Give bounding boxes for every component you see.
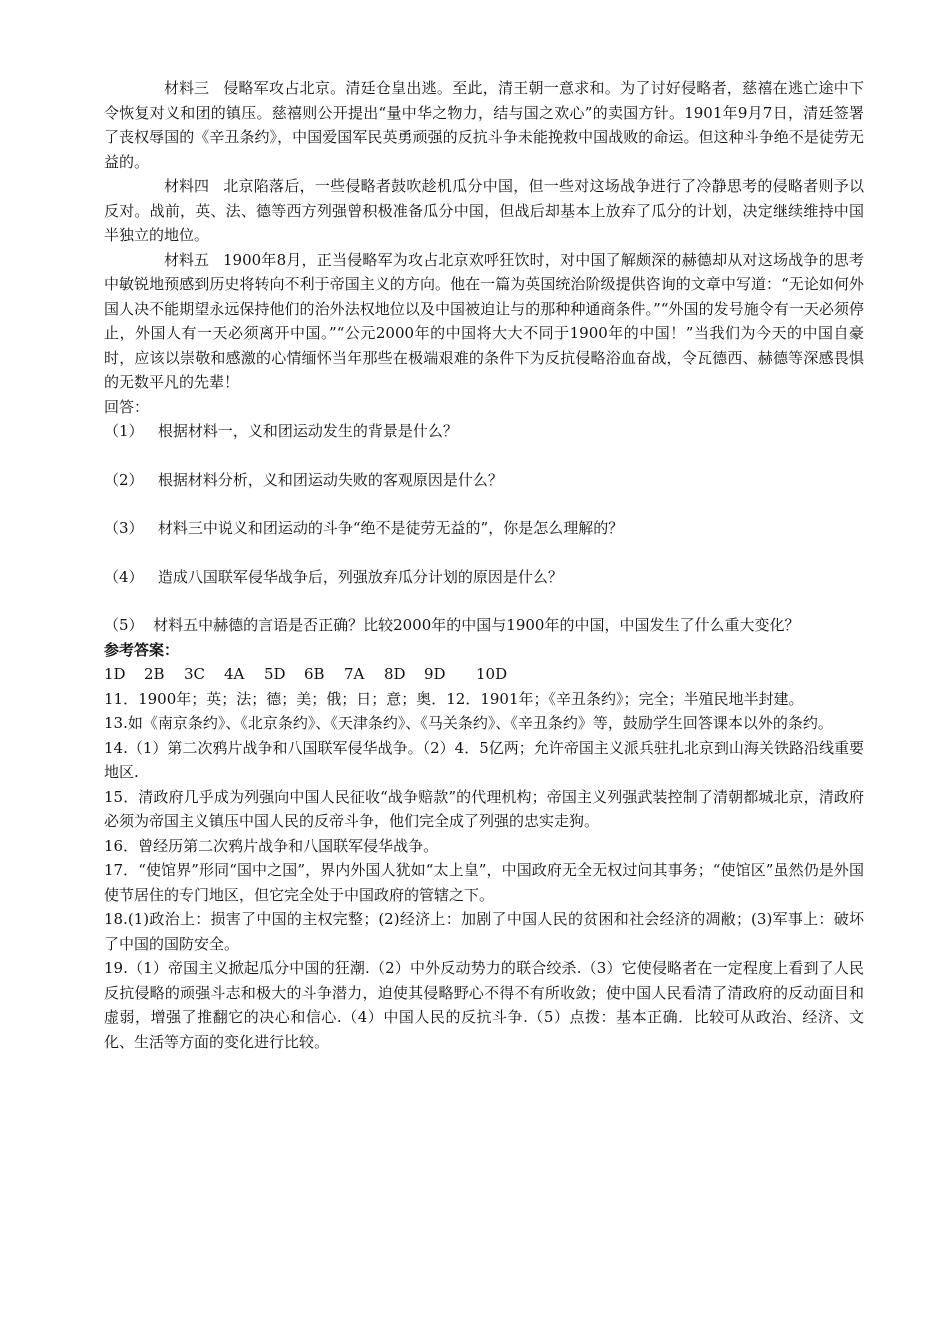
question-number: （1） bbox=[104, 422, 144, 440]
choice-answers bbox=[104, 662, 864, 687]
material-text: 1900年8月，正当侵略军为攻占北京欢呼狂饮时，对中国了解颇深的赫德却从对这场战争的思考中敏锐地预感到历史将转向不利于帝国主义的方向。他在一篇为英国统治阶级提供咨询的文章中写道：“无论如何外国人决不能期望永远保持他们的治外法权地位以及中国被迫让与的那种种通商条件。”“外国的发号施令有一天必须停止，外国人有一天必须离开中国。”“公元2000年的中国将大大不同于1900年的中国！”当我们为今天的中国自豪时，应该以崇敬和感激的心情缅怀当年那些在极端艰难的条件下为反抗侵略浴血奋战，令瓦德西、赫德等深感畏惧的无数平凡的先辈！ bbox=[104, 250, 864, 391]
answer-item: 14.（1）第二次鸦片战争和八国联军侵华战争。（2）4．5亿两；允许帝国主义派兵驻扎北京到山海关铁路沿线重要地区. bbox=[104, 738, 864, 781]
material-label: 材料五 bbox=[164, 250, 210, 269]
material-4 bbox=[104, 174, 864, 248]
choice-answer: 3C bbox=[184, 665, 206, 683]
question-number: （5） bbox=[104, 616, 144, 634]
answer-item: 19.（1）帝国主义掀起瓜分中国的狂潮.（2）中外反动势力的联合绞杀.（3）它使侵略者在一定程度上看到了人民反抗侵略的顽强斗志和极大的斗争潜力，迫使其侵略野心不得不有所收敛；使中国人民看清了清政府的反动面目和虚弱，增强了推翻它的决心和信心.（4）中国人民的反抗斗争.（5）点拨：基本正确．比较可从政治、经济、文化、生活等方面的变化进行比较。 bbox=[104, 959, 864, 1051]
answer-item: 17．“使馆界”形同“国中之国”，界内外国人犹如“太上皇”，中国政府无全无权过问其事务；“使馆区”虽然仍是外国使节居住的专门地区，但它完全处于中国政府的管辖之下。 bbox=[104, 861, 864, 904]
answer-item: 13.如《南京条约》、《北京条约》、《天津条约》、《马关条约》、《辛丑条约》等，鼓励学生回答课本以外的条约。 bbox=[104, 714, 833, 732]
material-text: 北京陷落后，一些侵略者鼓吹趁机瓜分中国，但一些对这场战争进行了冷静思考的侵略者则予以反对。战前，英、法、德等西方列强曾积极准备瓜分中国，但战后却基本上放弃了瓜分的计划，决定继续维持中国半独立的地位。 bbox=[104, 177, 864, 244]
choice-answer: 4A bbox=[224, 665, 245, 683]
choice-answer: 5D bbox=[264, 665, 286, 683]
choice-answer: 8D bbox=[384, 665, 406, 683]
question-2 bbox=[104, 468, 864, 493]
answer-item: 18.(1)政治上：损害了中国的主权完整；(2)经济上：加剧了中国人民的贫困和社会经济的凋敝；(3)军事上：破坏了中国的国防安全。 bbox=[104, 910, 864, 953]
choice-answer: 6B bbox=[304, 665, 325, 683]
question-text: 根据材料一，义和团运动发生的背景是什么？ bbox=[157, 422, 458, 440]
answer-item: 15．清政府几乎成为列强向中国人民征收“战争赔款”的代理机构；帝国主义列强武装控制了清朝都城北京，清政府必须为帝国主义镇压中国人民的反帝斗争，他们完全成了列强的忠实走狗。 bbox=[104, 787, 864, 830]
choice-answer: 10D bbox=[476, 665, 508, 683]
choice-answer: 1D bbox=[104, 665, 126, 683]
choice-answer: 2B bbox=[144, 665, 165, 683]
material-5 bbox=[104, 248, 864, 395]
question-1 bbox=[104, 419, 864, 444]
answer-prompt: 回答： bbox=[104, 397, 150, 416]
question-number: （3） bbox=[104, 519, 144, 537]
question-text: 材料三中说义和团运动的斗争“绝不是徒劳无益的”，你是怎么理解的？ bbox=[157, 519, 624, 537]
question-text: 材料五中赫德的言语是否正确？比较2000年的中国与1900年的中国，中国发生了什么重大变化？ bbox=[153, 616, 800, 634]
material-3 bbox=[104, 76, 864, 174]
choice-answer: 9D bbox=[424, 665, 446, 683]
material-label: 材料四 bbox=[164, 177, 210, 195]
material-text: 侵略军攻占北京。清廷仓皇出逃。至此，清王朝一意求和。为了讨好侵略者，慈禧在逃亡途中下令恢复对义和团的镇压。慈禧则公开提出“量中华之物力，结与国之欢心”的卖国方针。1901年9月7日，清廷签署了丧权辱国的《辛丑条约》，中国爱国军民英勇顽强的反抗斗争未能挽救中国战败的命运。但这种斗争绝不是徒劳无益的。 bbox=[104, 79, 864, 171]
material-label: 材料三 bbox=[164, 79, 210, 97]
question-4 bbox=[104, 565, 864, 590]
question-5 bbox=[104, 613, 864, 638]
choice-answer: 7A bbox=[344, 665, 365, 683]
answers-title: 参考答案： bbox=[104, 640, 180, 659]
answer-item: 16．曾经历第二次鸦片战争和八国联军侵华战争。 bbox=[104, 836, 439, 855]
question-text: 根据材料分析，义和团运动失败的客观原因是什么？ bbox=[157, 470, 503, 489]
answer-item: 11．1900年；英；法；德；美；俄；日；意；奥．12．1901年；《辛丑条约》；完全；半殖民地半封建。 bbox=[104, 689, 804, 708]
question-number: （2） bbox=[104, 470, 144, 489]
question-3 bbox=[104, 516, 864, 541]
question-text: 造成八国联军侵华战争后，列强放弃瓜分计划的原因是什么？ bbox=[157, 567, 563, 586]
document-page bbox=[104, 76, 864, 1054]
question-number: （4） bbox=[104, 567, 144, 586]
